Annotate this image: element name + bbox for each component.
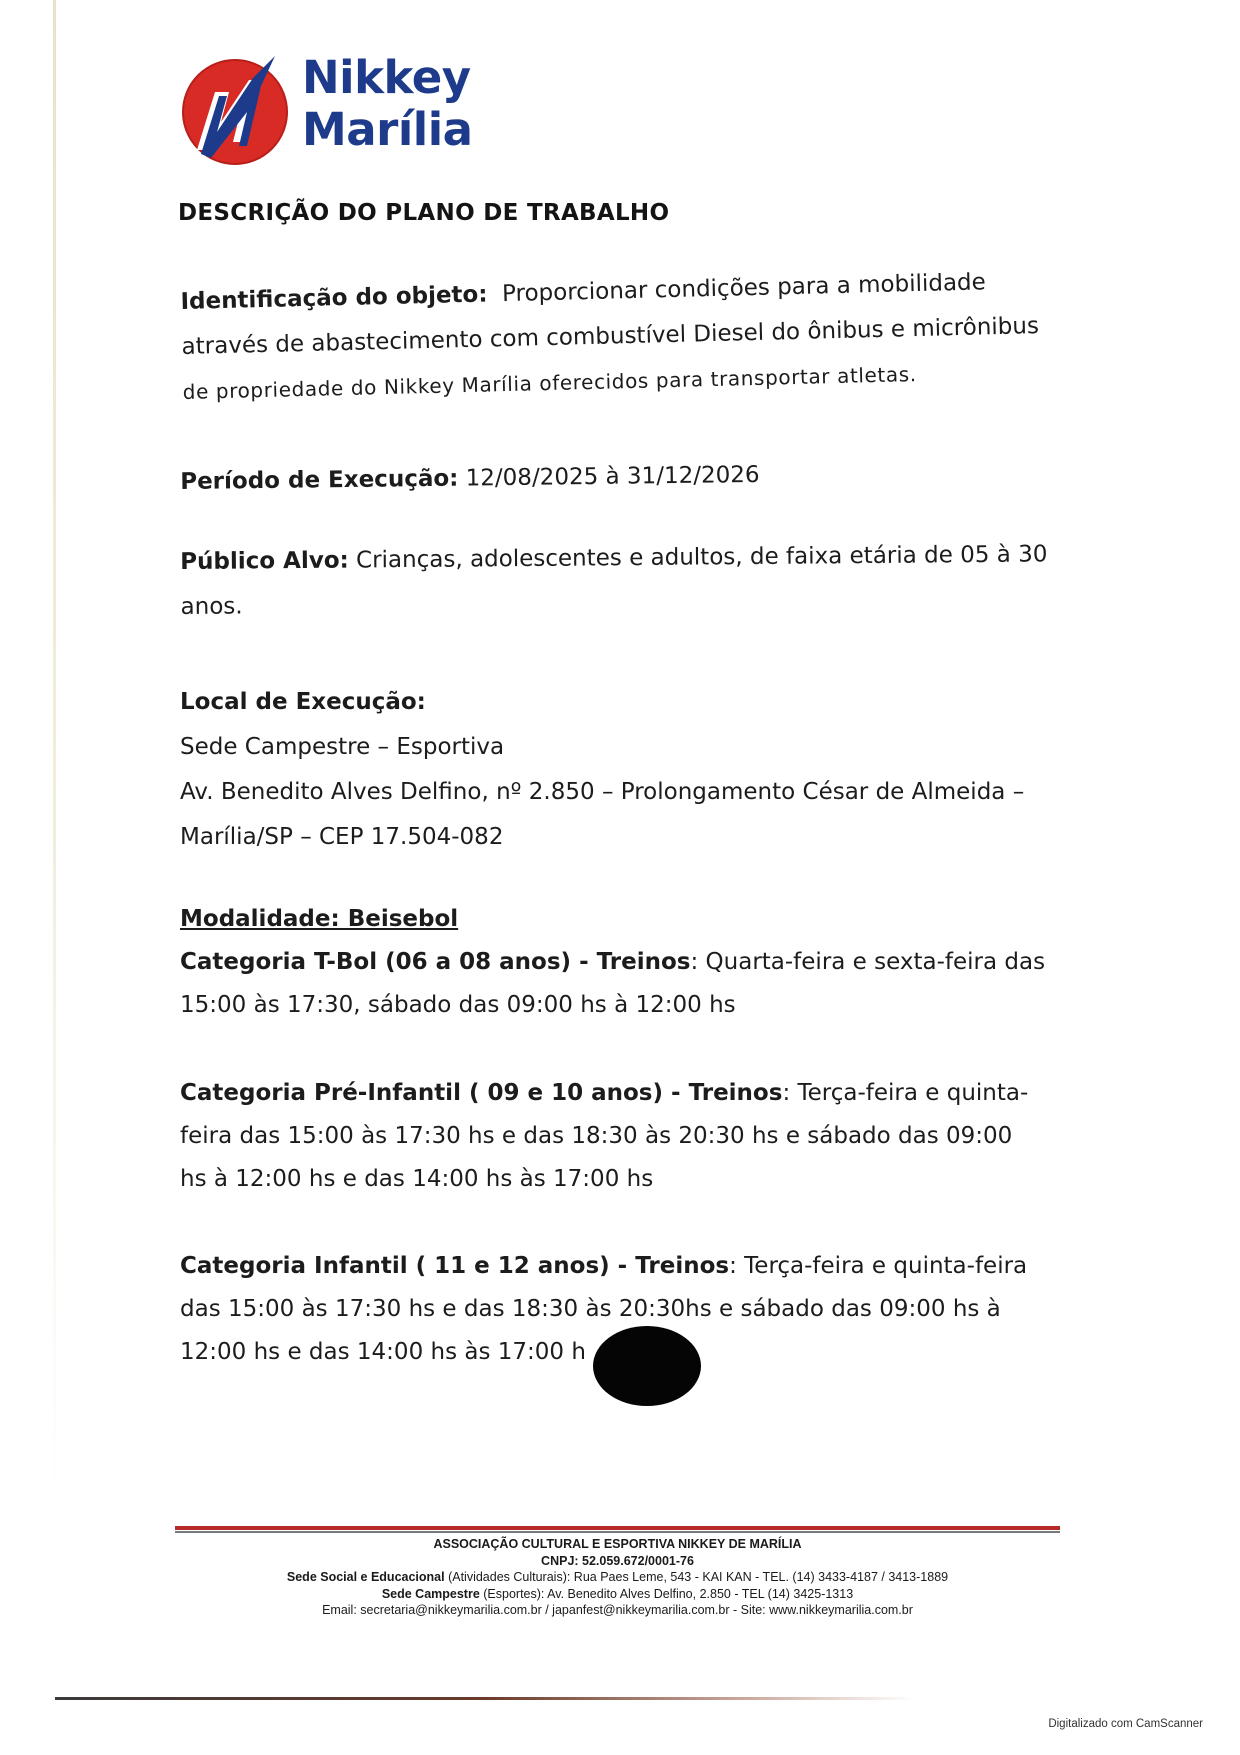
footer-org: ASSOCIAÇÃO CULTURAL E ESPORTIVA NIKKEY DE MARÍLIA [433,1537,802,1551]
redaction-mark [593,1326,701,1406]
local-line2: Av. Benedito Alves Delfino, nº 2.850 – Prolongamento César de Almeida – [180,779,1025,805]
publico-section [180,532,1071,630]
modalidade-heading: Modalidade: Beisebol [180,906,459,932]
categoria-line1: : Terça-feira e quinta- [782,1080,1029,1106]
logo-text-line2: Marília [302,103,473,156]
footer-sede-campestre-text: (Esportes): Av. Benedito Alves Delfino, 2.850 - TEL (14) 3425-1313 [479,1586,854,1601]
identificacao-label: Identificação do objeto: [180,281,488,315]
footer-sede-social-label: Sede Social e Educacional [286,1570,445,1584]
local-section [180,680,1070,860]
footer-sede-campestre-label: Sede Campestre [381,1586,480,1601]
local-line3: Marília/SP – CEP 17.504-082 [180,824,504,850]
nikkey-marilia-logo [177,40,477,170]
publico-label: Público Alvo: [180,547,349,575]
periodo-label: Período de Execução: [180,465,459,495]
categoria-label: Categoria Pré-Infantil ( 09 e 10 anos) - Treinos [180,1080,783,1106]
categoria-line1: : Quarta-feira e sexta-feira das [690,949,1046,975]
footer-divider [175,1526,1060,1535]
categoria-line3: 12:00 hs e das 14:00 hs às 17:00 h [180,1339,586,1365]
categoria-line1: : Terça-feira e quinta-feira [729,1253,1028,1279]
logo-text-line1: Nikkey [302,51,471,104]
categoria-line3: hs à 12:00 hs e das 14:00 hs às 17:00 hs [180,1166,654,1192]
identificacao-section [180,258,1073,415]
publico-line2: anos. [180,593,243,620]
footer-sede-social-text: (Atividades Culturais): Rua Paes Leme, 543 - KAI KAN - TEL. (14) 3433-4187 / 3413-1889 [444,1570,949,1584]
footer-email-line: Email: secretaria@nikkeymarilia.com.br / japanfest@nikkeymarilia.com.br - Site: www.nikkeymarilia.com.br [322,1603,913,1617]
categoria-line2: feira das 15:00 às 17:30 hs e das 18:30 às 20:30 hs e sábado das 09:00 [180,1123,1013,1149]
footer-cnpj: CNPJ: 52.059.672/0001-76 [541,1553,694,1568]
identificacao-line2: através de abastecimento com combustível Diesel do ônibus e micrônibus [181,313,1040,360]
scanner-watermark: Digitalizado com CamScanner [1048,1718,1203,1730]
publico-line1: Crianças, adolescentes e adultos, de faixa etária de 05 à 30 [355,541,1048,574]
periodo-value: 12/08/2025 à 31/12/2026 [465,461,760,492]
modalidade-section [180,898,1070,1027]
categoria-pre-infantil-section [180,1072,1070,1201]
categoria-line2: 15:00 às 17:30, sábado das 09:00 hs à 12:00 hs [180,992,736,1018]
categoria-line2: das 15:00 às 17:30 hs e das 18:30 às 20:30hs e sábado das 09:00 hs à [180,1296,1001,1322]
categoria-label: Categoria Infantil ( 11 e 12 anos) - Treinos [180,1253,730,1279]
local-label: Local de Execução: [180,689,426,715]
footer [175,1536,1060,1619]
bottom-edge-line [55,1697,915,1700]
categoria-label: Categoria T-Bol (06 a 08 anos) - Treinos [180,949,691,975]
local-line1: Sede Campestre – Esportiva [180,734,505,760]
logo-emblem-icon [177,50,299,172]
identificacao-line3: de propriedade do Nikkey Marília oferecidos para transportar atletas. [182,362,917,404]
identificacao-line1: Proporcionar condições para a mobilidade [501,269,987,308]
page-left-edge [53,0,56,1500]
document-title: DESCRIÇÃO DO PLANO DE TRABALHO [178,200,670,226]
